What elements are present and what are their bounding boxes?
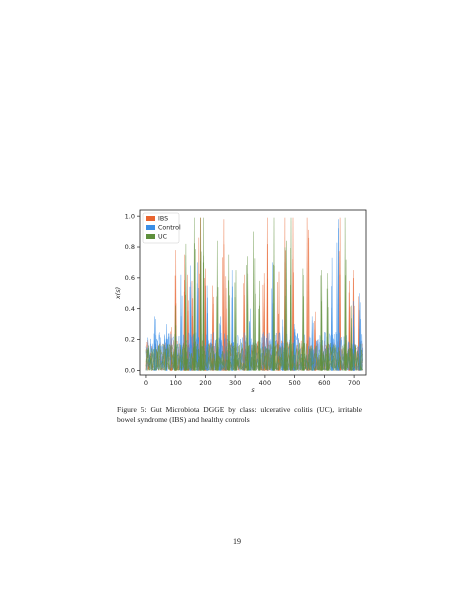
x-tick-label: 300 [228,379,242,387]
peak [253,232,254,371]
y-axis [125,212,140,374]
y-tick-label: 0.6 [124,274,135,283]
y-tick-label: 0.4 [124,304,135,313]
dgge-chart [108,204,370,400]
peak [246,265,248,370]
figure-5 [108,204,370,400]
y-tick-label: 0.8 [124,243,135,252]
x-tick-label: 200 [199,379,212,387]
page-number: 19 [233,537,241,546]
legend-swatch-control [146,225,155,230]
legend-swatch-uc [146,234,155,239]
y-tick-label: 0.0 [124,366,135,375]
y-tick-label: 0.2 [124,335,135,344]
legend [143,213,181,243]
x-tick-label: 400 [258,379,272,387]
legend-label-control: Control [158,224,181,232]
y-axis-label: x(s) [114,286,122,300]
x-tick-label: 500 [288,379,301,387]
x-tick-label: 700 [347,379,361,387]
x-tick-label: 0 [143,379,149,387]
x-axis-label: s [251,386,255,394]
y-tick-label: 1.0 [124,212,135,221]
peak [234,283,235,371]
x-tick-label: 600 [318,379,331,387]
legend-swatch-ibs [146,216,155,221]
legend-label-uc: UC [158,233,168,241]
legend-label-ibs: IBS [158,215,169,223]
x-tick-label: 100 [169,379,182,387]
figure-caption: Figure 5: Gut Microbiota DGGE by class: ulcerative colitis (UC), irritable bowel syndrome (IBS) and healthy controls [117,405,362,424]
